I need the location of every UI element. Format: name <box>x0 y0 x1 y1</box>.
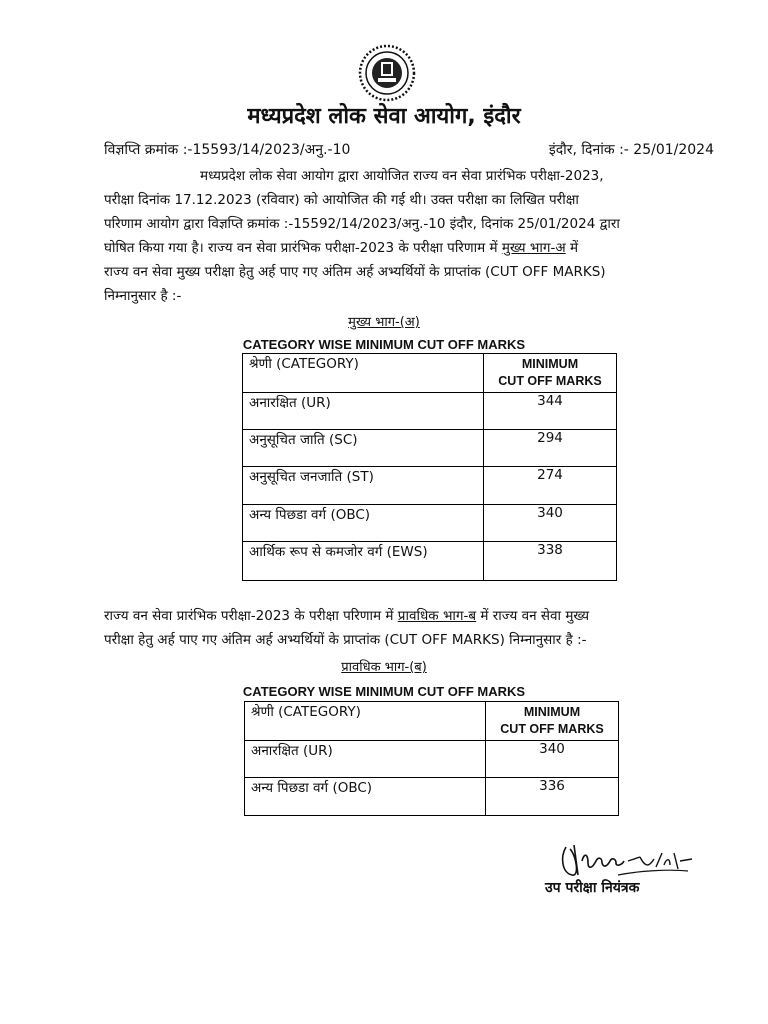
category-cell: आर्थिक रूप से कमजोर वर्ग (EWS) <box>243 542 484 581</box>
intro-line-3: परिणाम आयोग द्वारा विज्ञप्ति क्रमांक :-15592/14/2023/अनु.-10 इंदौर, दिनांक 25/01/2024 द्वारा <box>104 216 620 232</box>
category-cell: अनारक्षित (UR) <box>243 393 484 430</box>
column-header-category: श्रेणी (CATEGORY) <box>245 702 486 741</box>
section-b-heading: प्रावधिक भाग-(ब) <box>341 660 427 675</box>
table-header-row <box>243 354 617 393</box>
column-header-marks: MINIMUM CUT OFF MARKS <box>484 354 617 393</box>
intro-line-1: मध्यप्रदेश लोक सेवा आयोग द्वारा आयोजित राज्य वन सेवा प्रारंभिक परीक्षा-2023, <box>200 168 604 184</box>
table-header-row <box>245 702 619 741</box>
column-header-category: श्रेणी (CATEGORY) <box>243 354 484 393</box>
mid-line-2: परीक्षा हेतु अर्ह पाए गए अंतिम अर्ह अभ्यर्थियों के प्राप्तांक (CUT OFF MARKS) निम्नानुसार है :- <box>104 632 587 648</box>
category-cell: अनारक्षित (UR) <box>245 741 486 778</box>
section-a-heading: मुख्य भाग-(अ) <box>348 315 420 330</box>
marks-cell: 344 <box>484 393 617 430</box>
intro-paragraph <box>104 164 719 308</box>
place-date: इंदौर, दिनांक :- 25/01/2024 <box>548 142 714 158</box>
category-cell: अन्य पिछडा वर्ग (OBC) <box>243 505 484 542</box>
table-row <box>243 505 617 542</box>
signatory-designation: उप परीक्षा नियंत्रक <box>545 880 640 896</box>
category-cell: अन्य पिछडा वर्ग (OBC) <box>245 778 486 816</box>
mppsc-emblem-icon <box>355 44 419 102</box>
table-row <box>243 393 617 430</box>
category-cell: अनुसूचित जाति (SC) <box>243 430 484 467</box>
marks-cell: 274 <box>484 467 617 505</box>
column-header-marks: MINIMUM CUT OFF MARKS <box>486 702 619 741</box>
intro-line-5: राज्य वन सेवा मुख्य परीक्षा हेतु अर्ह पाए गए अंतिम अर्ह अभ्यर्थियों के प्राप्तांक (CUT OFF MARKS) <box>104 264 606 280</box>
table-row <box>243 467 617 505</box>
marks-cell: 338 <box>484 542 617 581</box>
intro-line-6: निम्नानुसार है :- <box>104 288 182 304</box>
table-row <box>245 741 619 778</box>
table-row <box>245 778 619 816</box>
section-b-caption: CATEGORY WISE MINIMUM CUT OFF MARKS <box>242 684 526 699</box>
cutoff-table-b <box>244 701 619 816</box>
provisional-part-b-link: प्रावधिक भाग-ब <box>397 608 477 624</box>
organization-title: मध्यप्रदेश लोक सेवा आयोग, इंदौर <box>247 104 521 129</box>
mid-line-1: राज्य वन सेवा प्रारंभिक परीक्षा-2023 के परीक्षा परिणाम में प्रावधिक भाग-ब में राज्य वन सेवा मुख्य <box>104 608 590 624</box>
intro-line-2: परीक्षा दिनांक 17.12.2023 (रविवार) को आयोजित की गई थी। उक्त परीक्षा का लिखित परीक्षा <box>104 192 579 208</box>
section-a-caption: CATEGORY WISE MINIMUM CUT OFF MARKS <box>242 337 526 352</box>
marks-cell: 336 <box>486 778 619 816</box>
marks-cell: 340 <box>486 741 619 778</box>
category-cell: अनुसूचित जनजाति (ST) <box>243 467 484 505</box>
mid-paragraph <box>104 604 719 652</box>
intro-line-4: घोषित किया गया है। राज्य वन सेवा प्रारंभिक परीक्षा-2023 के परीक्षा परिणाम में मुख्य भाग-अ में <box>104 240 579 256</box>
table-row <box>243 542 617 581</box>
marks-cell: 294 <box>484 430 617 467</box>
main-part-a-link: मुख्य भाग-अ <box>501 240 566 256</box>
notification-number: विज्ञप्ति क्रमांक :-15593/14/2023/अनु.-10 <box>104 142 351 158</box>
cutoff-table-a <box>242 353 617 581</box>
table-row <box>243 430 617 467</box>
marks-cell: 340 <box>484 505 617 542</box>
